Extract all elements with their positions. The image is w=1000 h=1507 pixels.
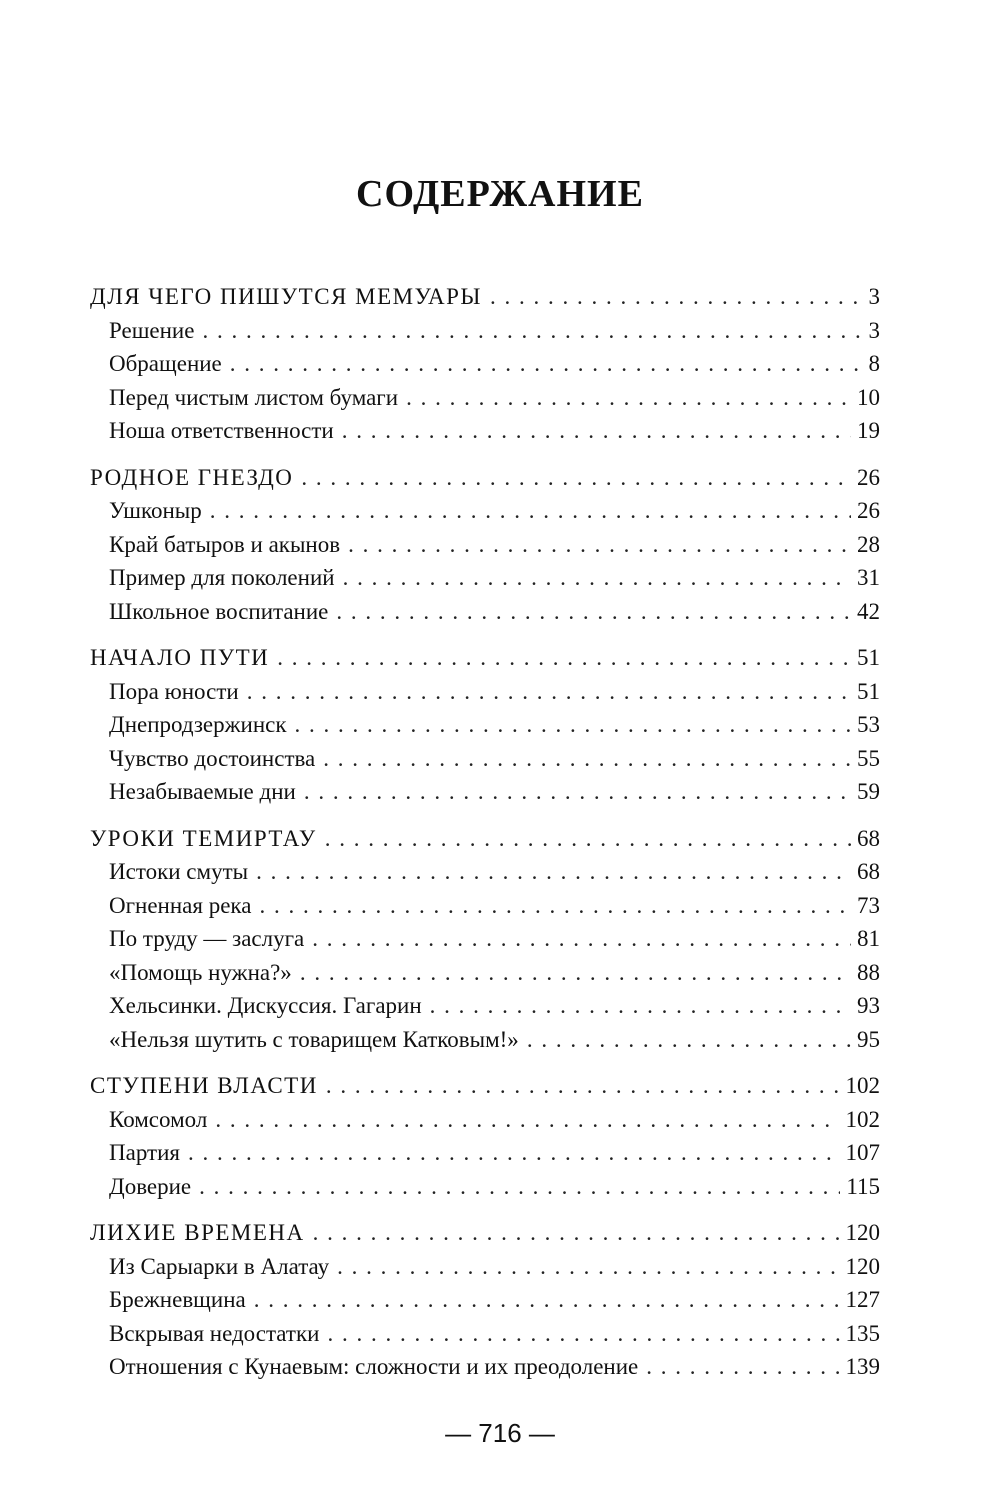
toc-entry <box>90 1350 880 1384</box>
dot-leader <box>343 561 851 595</box>
page-ref: 81 <box>857 926 880 951</box>
dot-leader <box>325 822 851 856</box>
entry-title: Истоки смуты <box>109 859 249 884</box>
page-ref: 135 <box>845 1320 880 1346</box>
toc-chapter <box>90 822 880 856</box>
page-ref: 120 <box>845 1253 880 1279</box>
dot-leader <box>304 775 851 809</box>
toc-entry <box>90 889 880 923</box>
page-ref: 8 <box>868 351 880 376</box>
dot-leader <box>247 675 851 709</box>
page-ref: 115 <box>846 1173 880 1199</box>
toc-section <box>90 280 880 448</box>
page-ref: 68 <box>857 825 880 851</box>
dot-leader <box>337 1250 839 1284</box>
entry-title: Пора юности <box>109 678 239 704</box>
entry-title: «Помощь нужна?» <box>109 959 292 985</box>
dot-leader <box>327 1317 839 1351</box>
page-number: — 716 — <box>445 1418 555 1448</box>
toc-entry <box>90 314 880 348</box>
dot-leader <box>295 708 851 742</box>
toc-section <box>90 641 880 809</box>
page-ref: 3 <box>868 284 880 309</box>
dot-leader <box>259 889 851 923</box>
toc-chapter <box>90 1216 880 1250</box>
entry-title: «Нельзя шутить с товарищем Катковым!» <box>109 1026 519 1052</box>
entry-title: Ушконыр <box>109 498 202 523</box>
page-title: СОДЕРЖАНИЕ <box>356 173 644 215</box>
dot-leader <box>646 1350 839 1384</box>
page-ref: 127 <box>845 1287 880 1312</box>
toc-entry <box>90 347 880 381</box>
entry-title: Решение <box>109 317 195 343</box>
entry-title: Днепродзержинск <box>109 712 287 737</box>
dot-leader <box>430 989 851 1023</box>
dot-leader <box>342 414 851 448</box>
page-ref: 55 <box>857 745 880 771</box>
toc-entry <box>90 956 880 990</box>
entry-title: Брежневщина <box>109 1287 246 1312</box>
page-ref: 139 <box>845 1354 880 1379</box>
entry-title: Край батыров и акынов <box>109 531 341 557</box>
toc-entry <box>90 922 880 956</box>
entry-title: По труду — заслуга <box>109 926 305 951</box>
page-ref: 88 <box>857 959 880 985</box>
chapter-title: НАЧАЛО ПУТИ <box>90 645 270 670</box>
dot-leader <box>215 1103 839 1137</box>
entry-title: Огненная река <box>109 892 252 918</box>
table-of-contents <box>90 280 880 1397</box>
entry-title: Пример для поколений <box>109 565 335 590</box>
dot-leader <box>202 314 862 348</box>
chapter-title: СТУПЕНИ ВЛАСТИ <box>90 1073 318 1098</box>
page-ref: 73 <box>857 892 880 918</box>
page-ref: 53 <box>857 712 880 737</box>
toc-section <box>90 1216 880 1384</box>
toc-entry <box>90 1317 880 1351</box>
dot-leader <box>336 595 851 629</box>
toc-entry <box>90 1283 880 1317</box>
page-ref: 10 <box>857 384 880 410</box>
page-ref: 102 <box>845 1106 880 1132</box>
toc-section <box>90 461 880 629</box>
page-ref: 26 <box>857 498 880 523</box>
toc-entry <box>90 381 880 415</box>
entry-title: Хельсинки. Дискуссия. Гагарин <box>109 993 422 1018</box>
toc-entry <box>90 989 880 1023</box>
page-ref: 31 <box>857 565 880 590</box>
dot-leader <box>277 641 851 675</box>
entry-title: Вскрывая недостатки <box>109 1320 320 1346</box>
entry-title: Перед чистым листом бумаги <box>109 384 399 410</box>
toc-entry <box>90 708 880 742</box>
page-ref: 93 <box>857 993 880 1018</box>
toc-entry <box>90 675 880 709</box>
toc-chapter <box>90 461 880 495</box>
page-ref: 107 <box>845 1140 880 1165</box>
dot-leader <box>256 855 851 889</box>
entry-title: Незабываемые дни <box>109 779 296 804</box>
page-ref: 3 <box>868 317 880 343</box>
toc-entry <box>90 1136 880 1170</box>
entry-title: Партия <box>109 1140 180 1165</box>
dot-leader <box>301 461 851 495</box>
dot-leader <box>199 1170 840 1204</box>
page-ref: 28 <box>857 531 880 557</box>
toc-section <box>90 1069 880 1203</box>
dot-leader <box>312 922 851 956</box>
page-ref: 102 <box>845 1073 880 1098</box>
toc-entry <box>90 1103 880 1137</box>
entry-title: Обращение <box>109 351 222 376</box>
page-ref: 19 <box>857 418 880 443</box>
page-ref: 26 <box>857 464 880 490</box>
chapter-title: ЛИХИЕ ВРЕМЕНА <box>90 1220 305 1245</box>
toc-entry <box>90 528 880 562</box>
entry-title: Чувство достоинства <box>109 745 316 771</box>
toc-entry <box>90 414 880 448</box>
toc-chapter <box>90 1069 880 1103</box>
toc-entry <box>90 1023 880 1057</box>
chapter-title: УРОКИ ТЕМИРТАУ <box>90 825 317 851</box>
toc-section <box>90 822 880 1057</box>
entry-title: Доверие <box>109 1173 192 1199</box>
dot-leader <box>230 347 863 381</box>
toc-entry <box>90 595 880 629</box>
dot-leader <box>254 1283 840 1317</box>
toc-entry <box>90 561 880 595</box>
page-ref: 42 <box>857 598 880 624</box>
dot-leader <box>188 1136 840 1170</box>
toc-chapter <box>90 280 880 314</box>
toc-chapter <box>90 641 880 675</box>
entry-title: Ноша ответственности <box>109 418 334 443</box>
dot-leader <box>313 1216 840 1250</box>
page-ref: 51 <box>857 678 880 704</box>
entry-title: Из Сарыарки в Алатау <box>109 1253 330 1279</box>
entry-title: Комсомол <box>109 1106 208 1132</box>
chapter-title: ДЛЯ ЧЕГО ПИШУТСЯ МЕМУАРЫ <box>90 284 482 309</box>
page-ref: 95 <box>857 1026 880 1052</box>
toc-entry <box>90 742 880 776</box>
entry-title: Школьное воспитание <box>109 598 329 624</box>
page-ref: 51 <box>857 645 880 670</box>
page-ref: 59 <box>857 779 880 804</box>
dot-leader <box>490 280 863 314</box>
dot-leader <box>348 528 851 562</box>
dot-leader <box>300 956 851 990</box>
dot-leader <box>406 381 851 415</box>
entry-title: Отношения с Кунаевым: сложности и их преодоление <box>109 1354 639 1379</box>
dot-leader <box>527 1023 851 1057</box>
toc-entry <box>90 1250 880 1284</box>
page-ref: 68 <box>857 859 880 884</box>
toc-entry <box>90 855 880 889</box>
toc-entry <box>90 775 880 809</box>
toc-entry <box>90 494 880 528</box>
dot-leader <box>323 742 851 776</box>
page-ref: 120 <box>845 1220 880 1245</box>
dot-leader <box>326 1069 840 1103</box>
dot-leader <box>210 494 851 528</box>
toc-entry <box>90 1170 880 1204</box>
chapter-title: РОДНОЕ ГНЕЗДО <box>90 464 294 490</box>
